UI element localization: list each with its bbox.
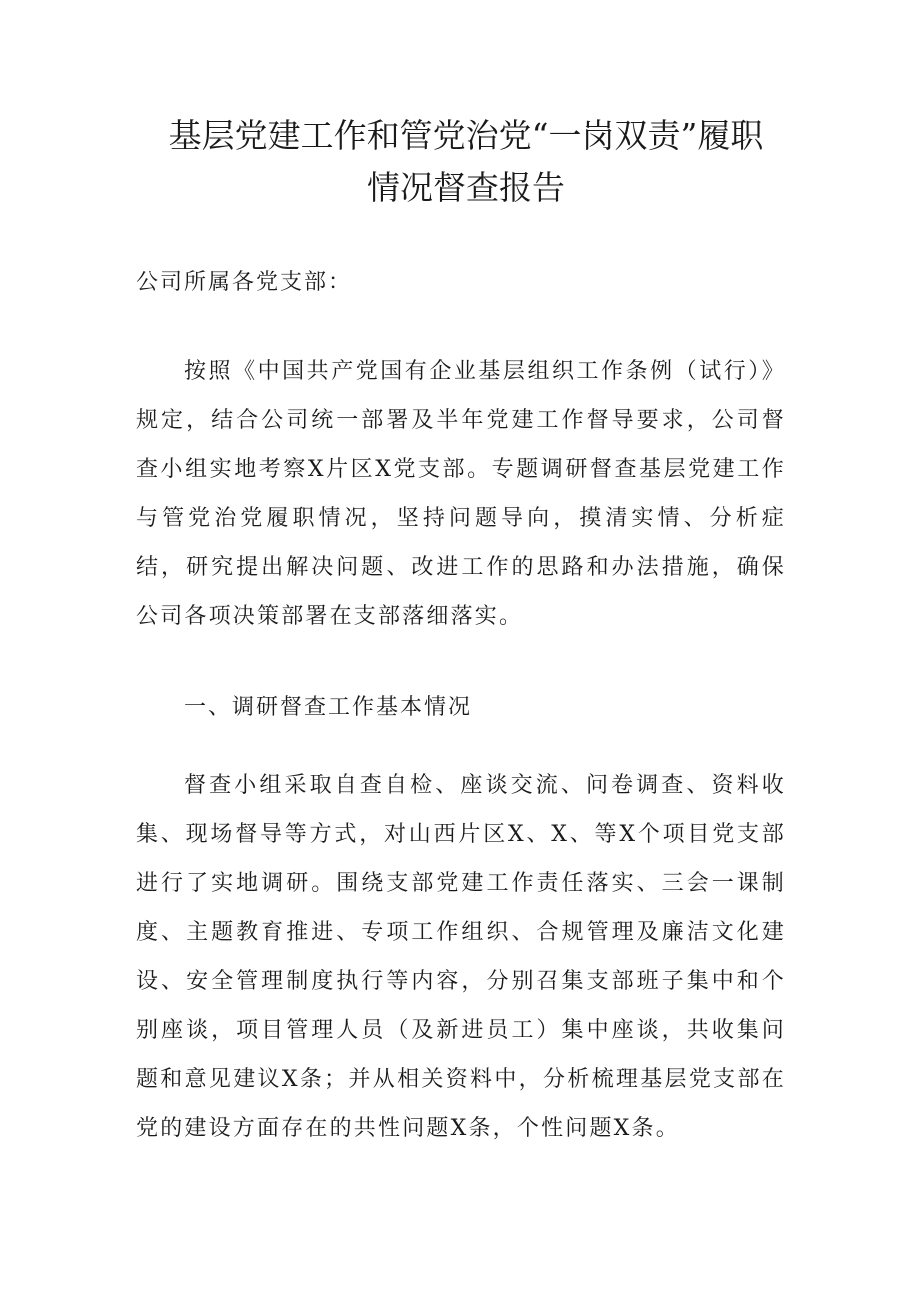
paragraph-section-1: 督查小组采取自查自检、座谈交流、问卷调查、资料收集、现场督导等方式，对山西片区X、X、等X个项目党支部进行了实地调研。围绕支部党建工作责任落实、三会一课制度、主题教育推进、专项工作组织、合规管理及廉洁文化建设、安全管理制度执行等内容，分别召集支部班子集中和个别座谈，项目管理人员（及新进员工）集中座谈，共收集问题和意见建议X条；并从相关资料中，分析梳理基层党支部在党的建设方面存在的共性问题X条，个性问题X条。 bbox=[136, 773, 786, 1141]
document-title bbox=[136, 110, 796, 214]
section-heading-1: 一、调研督查工作基本情况 bbox=[184, 695, 473, 720]
salutation: 公司所属各党支部： bbox=[136, 270, 353, 295]
paragraph-intro: 按照《中国共产党国有企业基层组织工作条例（试行）》规定，结合公司统一部署及半年党建工作督导要求，公司督查小组实地考察X片区X党支部。专题调研督查基层党建工作与管党治党履职情况，坚持问题导向，摸清实情、分析症结，研究提出解决问题、改进工作的思路和办法措施，确保公司各项决策部署在支部落细落实。 bbox=[136, 359, 786, 629]
title-line-2: 情况督查报告 bbox=[367, 168, 565, 207]
title-line-1: 基层党建工作和管党治党“一岗双责”履职 bbox=[168, 116, 764, 155]
